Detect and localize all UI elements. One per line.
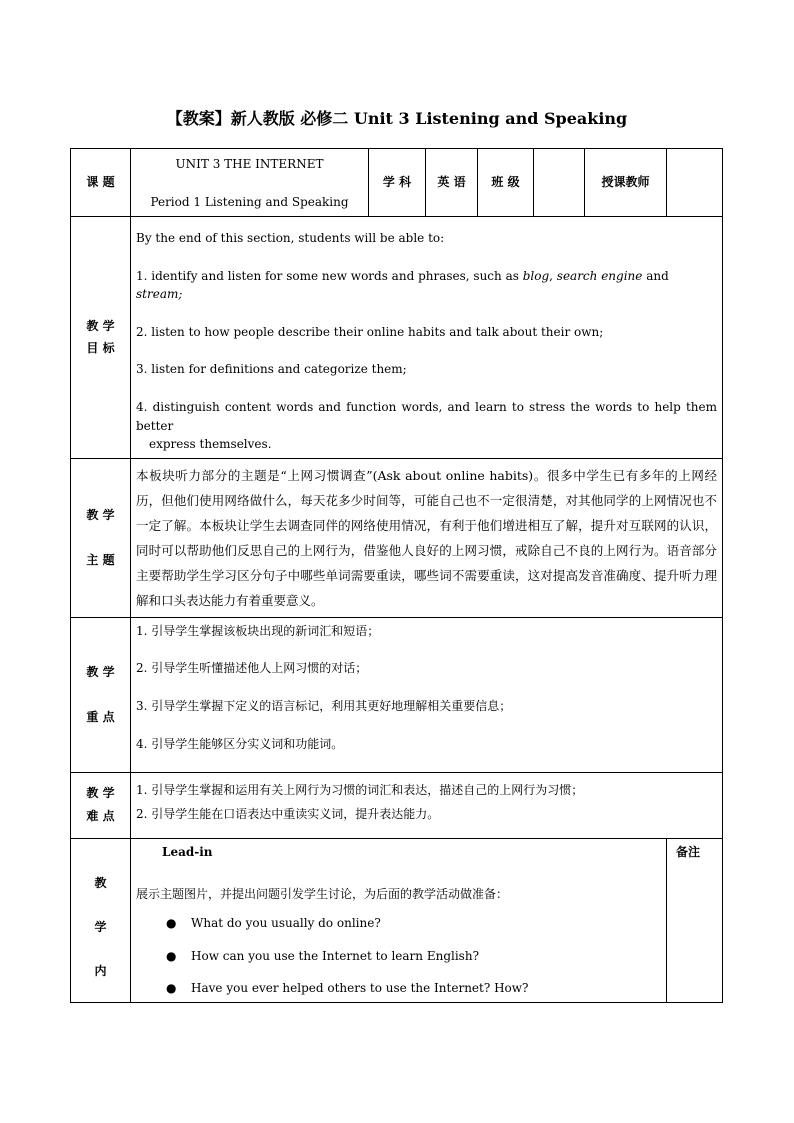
difficulties-label-line2: 难 点 — [86, 809, 115, 824]
theme-row — [71, 458, 723, 617]
bullet-icon: ● — [166, 948, 177, 963]
content-label — [71, 838, 131, 1002]
difficulties-row — [71, 772, 723, 838]
notes-cell — [667, 838, 723, 1002]
objectives-content — [131, 217, 723, 459]
content-label-line2: 学 — [94, 920, 107, 935]
bullet-icon: ● — [166, 981, 177, 996]
key-point-4: 4. 引导学生能够区分实义词和功能词。 — [136, 736, 344, 751]
theme-label — [71, 458, 131, 617]
leadin-intro: 展示主题图片，并提出问题引发学生讨论，为后面的教学活动做准备： — [136, 887, 509, 902]
content-row — [71, 838, 723, 1002]
objective-item-4-line2: express themselves. — [149, 437, 272, 452]
difficulties-label-line1: 教 学 — [86, 786, 115, 801]
objectives-label-line1: 教 学 — [86, 318, 115, 333]
difficulty-2: 2. 引导学生能在口语表达中重读实义词，提升表达能力。 — [136, 807, 440, 822]
key-points-content — [131, 617, 723, 772]
key-points-row — [71, 617, 723, 772]
objective-item-1 — [136, 267, 717, 304]
objective-item-3: 3. listen for definitions and categorize them; — [136, 362, 407, 377]
theme-label-line2: 主 题 — [86, 552, 115, 567]
list-item — [136, 947, 661, 966]
term-blog: blog — [522, 268, 550, 283]
content-label-line3: 内 — [94, 964, 107, 979]
bullet-icon: ● — [166, 915, 177, 930]
term-search-engine: search engine — [556, 268, 643, 283]
objective-item-1-text: 1. identify and listen for some new words and phrases, such as — [136, 268, 523, 283]
key-point-2: 2. 引导学生听懂描述他人上网习惯的对话； — [136, 661, 368, 676]
class-label: 班 级 — [478, 149, 534, 217]
notes-label: 备注 — [676, 844, 701, 859]
course-title-cell — [131, 149, 369, 217]
leadin-heading: Lead-in — [162, 844, 213, 859]
question-1: What do you usually do online? — [191, 915, 381, 930]
difficulty-1: 1. 引导学生掌握和运用有关上网行为习惯的词汇和表达，描述自己的上网行为习惯； — [136, 782, 584, 797]
objective-item-4-line1: 4. distinguish content words and function words, and learn to stress the words to help them better — [136, 399, 717, 433]
subject-value: 英 语 — [426, 149, 478, 217]
theme-label-line1: 教 学 — [86, 507, 115, 522]
objective-item-4 — [136, 398, 717, 454]
course-title-line2: Period 1 Listening and Speaking — [150, 194, 349, 209]
difficulties-content — [131, 772, 723, 838]
question-2: How can you use the Internet to learn English? — [191, 948, 480, 963]
objectives-label-line2: 目 标 — [86, 341, 115, 356]
separator: , — [549, 268, 557, 283]
class-value[interactable] — [534, 149, 585, 217]
objectives-intro: By the end of this section, students will be able to: — [136, 231, 445, 245]
key-points-label-line1: 教 学 — [86, 664, 115, 679]
list-item — [136, 979, 661, 998]
difficulties-label — [71, 772, 131, 838]
course-title-line1: UNIT 3 THE INTERNET — [175, 156, 324, 171]
content-body — [131, 838, 667, 1002]
separator: and — [642, 268, 669, 283]
theme-content: 本板块听力部分的主题是“上网习惯调查”(Ask about online habits)。很多中学生已有多年的上网经历，但他们使用网络做什么，每天花多少时间等，可能自己也不一定很清楚，对其他同学的上网情况也不一定了解。本板块让学生去调查同伴的网络使用情况，有利于他们增进相互了解，提升对互联网的认识，同时可以帮助他们反思自己的上网行为，借鉴他人良好的上网习惯，戒除自己不良的上网行为。语音部分主要帮助学生学习区分句子中哪些单词需要重读，哪些词不需要重读，这对提高发音准确度、提升听力理解和口头表达能力有着重要意义。 — [131, 458, 723, 617]
course-label: 课 题 — [71, 149, 131, 217]
objectives-row — [71, 217, 723, 459]
teacher-label: 授课教师 — [585, 149, 667, 217]
header-row — [71, 149, 723, 217]
question-3: Have you ever helped others to use the Internet? How? — [191, 981, 529, 996]
term-stream: stream; — [136, 287, 183, 302]
page-title: 【教案】新人教版 必修二 Unit 3 Listening and Speaking — [166, 109, 628, 128]
list-item — [136, 914, 661, 933]
lesson-plan-table — [70, 148, 723, 1003]
teacher-value[interactable] — [667, 149, 723, 217]
subject-label: 学 科 — [369, 149, 426, 217]
key-points-label — [71, 617, 131, 772]
key-point-3: 3. 引导学生掌握下定义的语言标记，利用其更好地理解相关重要信息； — [136, 698, 512, 713]
key-point-1: 1. 引导学生掌握该板块出现的新词汇和短语； — [136, 623, 380, 638]
content-label-line1: 教 — [94, 876, 107, 891]
objective-item-2: 2. listen to how people describe their online habits and talk about their own; — [136, 324, 604, 339]
key-points-label-line2: 重 点 — [86, 709, 115, 724]
objectives-label — [71, 217, 131, 459]
